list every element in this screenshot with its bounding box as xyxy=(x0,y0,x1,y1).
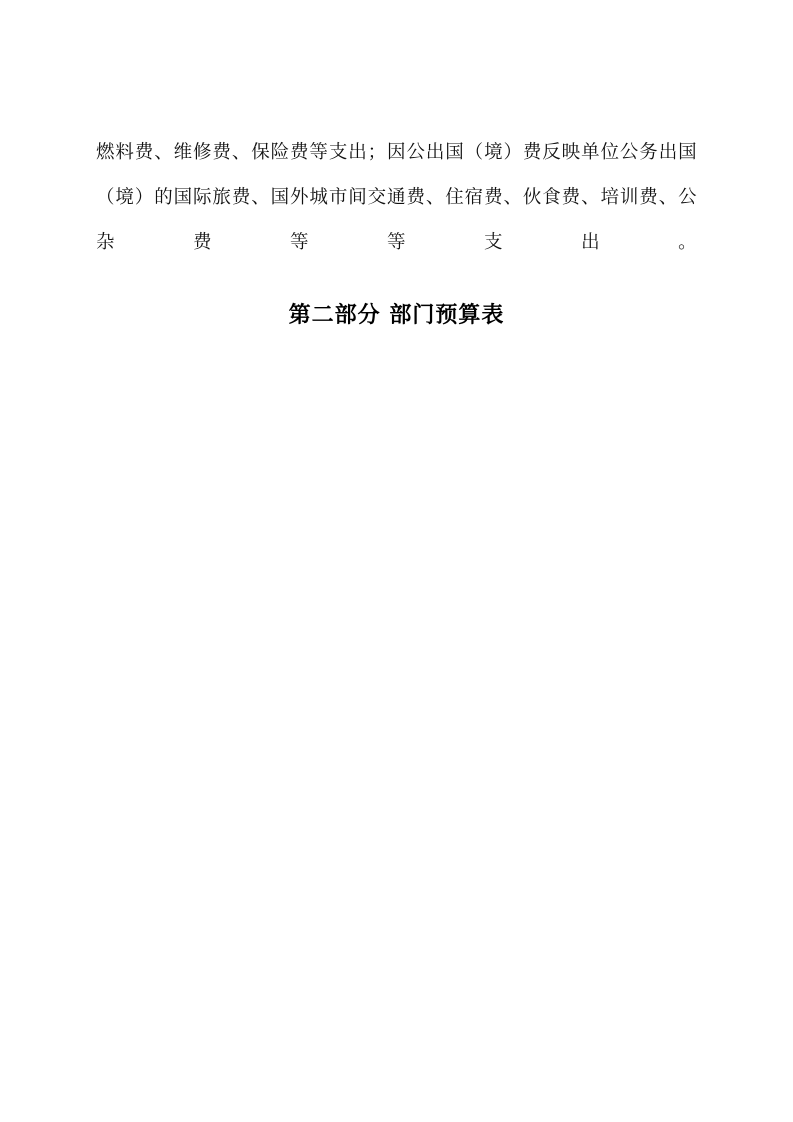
paragraph-text: 燃料费、维修费、保险费等支出；因公出国（境）费反映单位公务出国（境）的国际旅费、国外城市间交通费、住宿费、伙食费、培训费、公杂费等等支出。 xyxy=(96,142,697,253)
section-heading: 第二部分 部门预算表 xyxy=(288,302,505,328)
content-spacer xyxy=(96,335,697,336)
body-paragraph-block xyxy=(96,130,697,265)
